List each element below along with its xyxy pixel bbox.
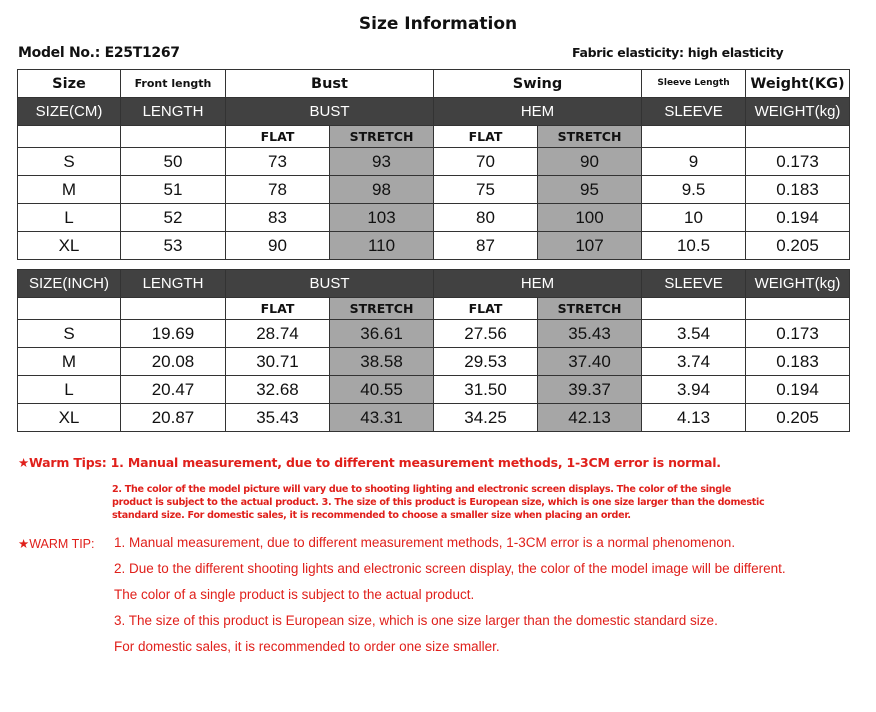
inch-bust-col: BUST [226,270,434,298]
value-cell: 0.194 [746,376,850,404]
value-cell: 10.5 [642,232,746,260]
inch-sleeve-col: SLEEVE [642,270,746,298]
value-cell: 42.13 [538,404,642,432]
value-cell: 0.205 [746,232,850,260]
value-cell: 29.53 [434,348,538,376]
cm-length-col: LENGTH [121,98,226,126]
cm-subheader-row [18,126,850,148]
cm-size-col: SIZE(CM) [18,98,121,126]
warm-tip-line: 3. The size of this product is European size, which is one size larger than the domestic standard size. [114,613,718,628]
value-cell: 93 [330,148,434,176]
value-cell: 4.13 [642,404,746,432]
cm-sleeve-col: SLEEVE [642,98,746,126]
value-cell: 35.43 [538,320,642,348]
value-cell: 32.68 [226,376,330,404]
table-row [18,204,850,232]
value-cell: 43.31 [330,404,434,432]
value-cell: 80 [434,204,538,232]
warm-tip-label: ★WARM TIP: [18,537,95,551]
warm-tips-bold: ★Warm Tips: 1. Manual measurement, due to different measurement methods, 1-3CM error is normal. [18,455,721,470]
fabric-elasticity: Fabric elasticity: high elasticity [572,45,784,60]
value-cell: 0.183 [746,348,850,376]
inch-hem-stretch: STRETCH [538,298,642,320]
value-cell: 28.74 [226,320,330,348]
front-length-header: Front length [121,70,226,98]
cm-size-table [17,69,850,260]
value-cell: 90 [538,148,642,176]
value-cell: 103 [330,204,434,232]
size-cell: S [18,320,121,348]
value-cell: 75 [434,176,538,204]
swing-header: Swing [434,70,642,98]
value-cell: 73 [226,148,330,176]
value-cell: 95 [538,176,642,204]
value-cell: 40.55 [330,376,434,404]
cm-bust-flat: FLAT [226,126,330,148]
label-header-row [18,70,850,98]
value-cell: 87 [434,232,538,260]
value-cell: 53 [121,232,226,260]
page-title: Size Information [358,14,518,34]
inch-size-table [17,269,850,432]
value-cell: 9 [642,148,746,176]
value-cell: 20.87 [121,404,226,432]
value-cell: 0.173 [746,148,850,176]
inch-length-col: LENGTH [121,270,226,298]
table-row [18,320,850,348]
value-cell: 0.183 [746,176,850,204]
warm-tip-line: 1. Manual measurement, due to different measurement methods, 1-3CM error is a normal phenomenon. [114,535,736,550]
warm-tips-detail: 2. The color of the model picture will vary due to shooting lighting and electronic screen displays. The color of the single product is subject to the actual product. 3. The size of this product is European size, which is one size larger than the domestic standard size. For domestic sales, it is recommended to choose a smaller size when placing an order. [112,484,765,521]
inch-header-row [18,270,850,298]
value-cell: 31.50 [434,376,538,404]
value-cell: 34.25 [434,404,538,432]
value-cell: 20.08 [121,348,226,376]
table-row [18,404,850,432]
size-cell: XL [18,404,121,432]
inch-hem-col: HEM [434,270,642,298]
model-number: Model No.: E25T1267 [18,45,180,61]
value-cell: 100 [538,204,642,232]
value-cell: 90 [226,232,330,260]
value-cell: 0.205 [746,404,850,432]
value-cell: 30.71 [226,348,330,376]
value-cell: 110 [330,232,434,260]
value-cell: 52 [121,204,226,232]
inch-weight-col: WEIGHT(kg) [746,270,850,298]
cm-hem-col: HEM [434,98,642,126]
cm-bust-col: BUST [226,98,434,126]
cm-hem-stretch: STRETCH [538,126,642,148]
value-cell: 27.56 [434,320,538,348]
value-cell: 78 [226,176,330,204]
value-cell: 37.40 [538,348,642,376]
size-cell: M [18,348,121,376]
table-row [18,148,850,176]
value-cell: 83 [226,204,330,232]
size-cell: L [18,376,121,404]
cm-weight-col: WEIGHT(kg) [746,98,850,126]
value-cell: 70 [434,148,538,176]
size-cell: XL [18,232,121,260]
value-cell: 107 [538,232,642,260]
value-cell: 0.194 [746,204,850,232]
size-cell: L [18,204,121,232]
size-cell: M [18,176,121,204]
inch-bust-stretch: STRETCH [330,298,434,320]
value-cell: 20.47 [121,376,226,404]
table-row [18,176,850,204]
sleeve-length-header: Sleeve Length [642,70,746,98]
inch-size-col: SIZE(INCH) [18,270,121,298]
value-cell: 35.43 [226,404,330,432]
value-cell: 3.54 [642,320,746,348]
value-cell: 36.61 [330,320,434,348]
size-header: Size [18,70,121,98]
value-cell: 50 [121,148,226,176]
inch-hem-flat: FLAT [434,298,538,320]
size-cell: S [18,148,121,176]
inch-bust-flat: FLAT [226,298,330,320]
warm-tip-line: The color of a single product is subject to the actual product. [114,587,475,602]
value-cell: 9.5 [642,176,746,204]
weight-header: Weight(KG) [746,70,850,98]
value-cell: 3.94 [642,376,746,404]
cm-hem-flat: FLAT [434,126,538,148]
value-cell: 38.58 [330,348,434,376]
value-cell: 39.37 [538,376,642,404]
cm-bust-stretch: STRETCH [330,126,434,148]
value-cell: 3.74 [642,348,746,376]
value-cell: 10 [642,204,746,232]
value-cell: 51 [121,176,226,204]
table-row [18,232,850,260]
warm-tip-line: 2. Due to the different shooting lights and electronic screen display, the color of the model image will be different. [114,561,786,576]
cm-header-row [18,98,850,126]
warm-tip-line: For domestic sales, it is recommended to order one size smaller. [114,639,500,654]
bust-header: Bust [226,70,434,98]
value-cell: 98 [330,176,434,204]
value-cell: 19.69 [121,320,226,348]
inch-subheader-row [18,298,850,320]
table-row [18,376,850,404]
value-cell: 0.173 [746,320,850,348]
table-row [18,348,850,376]
